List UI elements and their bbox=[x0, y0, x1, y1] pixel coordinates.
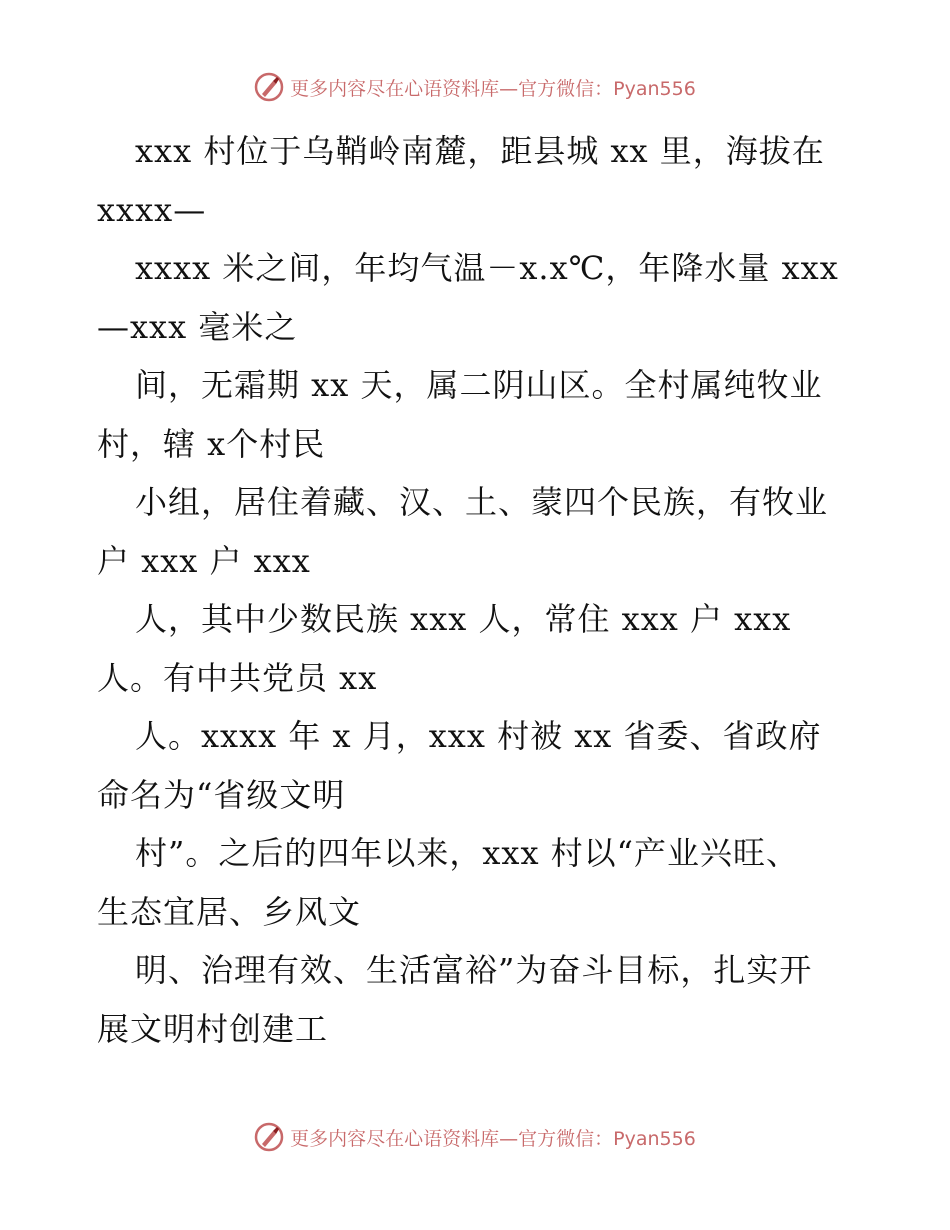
paragraph-line: 户 xxx 户 xxx bbox=[97, 541, 311, 580]
pen-logo-icon bbox=[254, 72, 284, 102]
paragraph-line: —xxx 毫米之 bbox=[97, 307, 298, 346]
paragraph-line: 展文明村创建工 bbox=[97, 1009, 329, 1048]
paragraph-line: 村，辖 x个村民 bbox=[97, 424, 326, 463]
pen-logo-icon bbox=[254, 1122, 284, 1152]
paragraph-line: xxxx— bbox=[97, 190, 207, 229]
footer-banner-text: 更多内容尽在心语资料库—官方微信：Pyan556 bbox=[290, 1127, 696, 1150]
document-body bbox=[97, 122, 857, 1058]
paragraph-line: 小组，居住着藏、汉、土、蒙四个民族，有牧业 bbox=[135, 483, 829, 521]
paragraph-line: 人，其中少数民族 xxx 人，常住 xxx 户 xxx bbox=[135, 600, 792, 638]
paragraph-line: xxxx 米之间，年均气温－x.x℃，年降水量 xxx bbox=[135, 249, 839, 287]
paragraph-line: 村”。之后的四年以来，xxx 村以“产业兴旺、 bbox=[135, 834, 800, 872]
paragraph-line: 命名为“省级文明 bbox=[97, 775, 346, 814]
paragraph-line: 人。有中共党员 xx bbox=[97, 658, 378, 697]
paragraph-line: 人。xxxx 年 x 月，xxx 村被 xx 省委、省政府 bbox=[135, 717, 822, 755]
footer-watermark-banner bbox=[0, 1122, 950, 1152]
paragraph-line: 生态宜居、乡风文 bbox=[97, 892, 362, 931]
paragraph-line: xxx 村位于乌鞘岭南麓，距县城 xx 里，海拔在 bbox=[135, 132, 825, 170]
header-watermark-banner bbox=[0, 72, 950, 102]
paragraph-line: 间，无霜期 xx 天，属二阴山区。全村属纯牧业 bbox=[135, 366, 823, 404]
header-banner-text: 更多内容尽在心语资料库—官方微信：Pyan556 bbox=[290, 77, 696, 100]
paragraph-line: 明、治理有效、生活富裕”为奋斗目标，扎实开 bbox=[135, 951, 813, 989]
